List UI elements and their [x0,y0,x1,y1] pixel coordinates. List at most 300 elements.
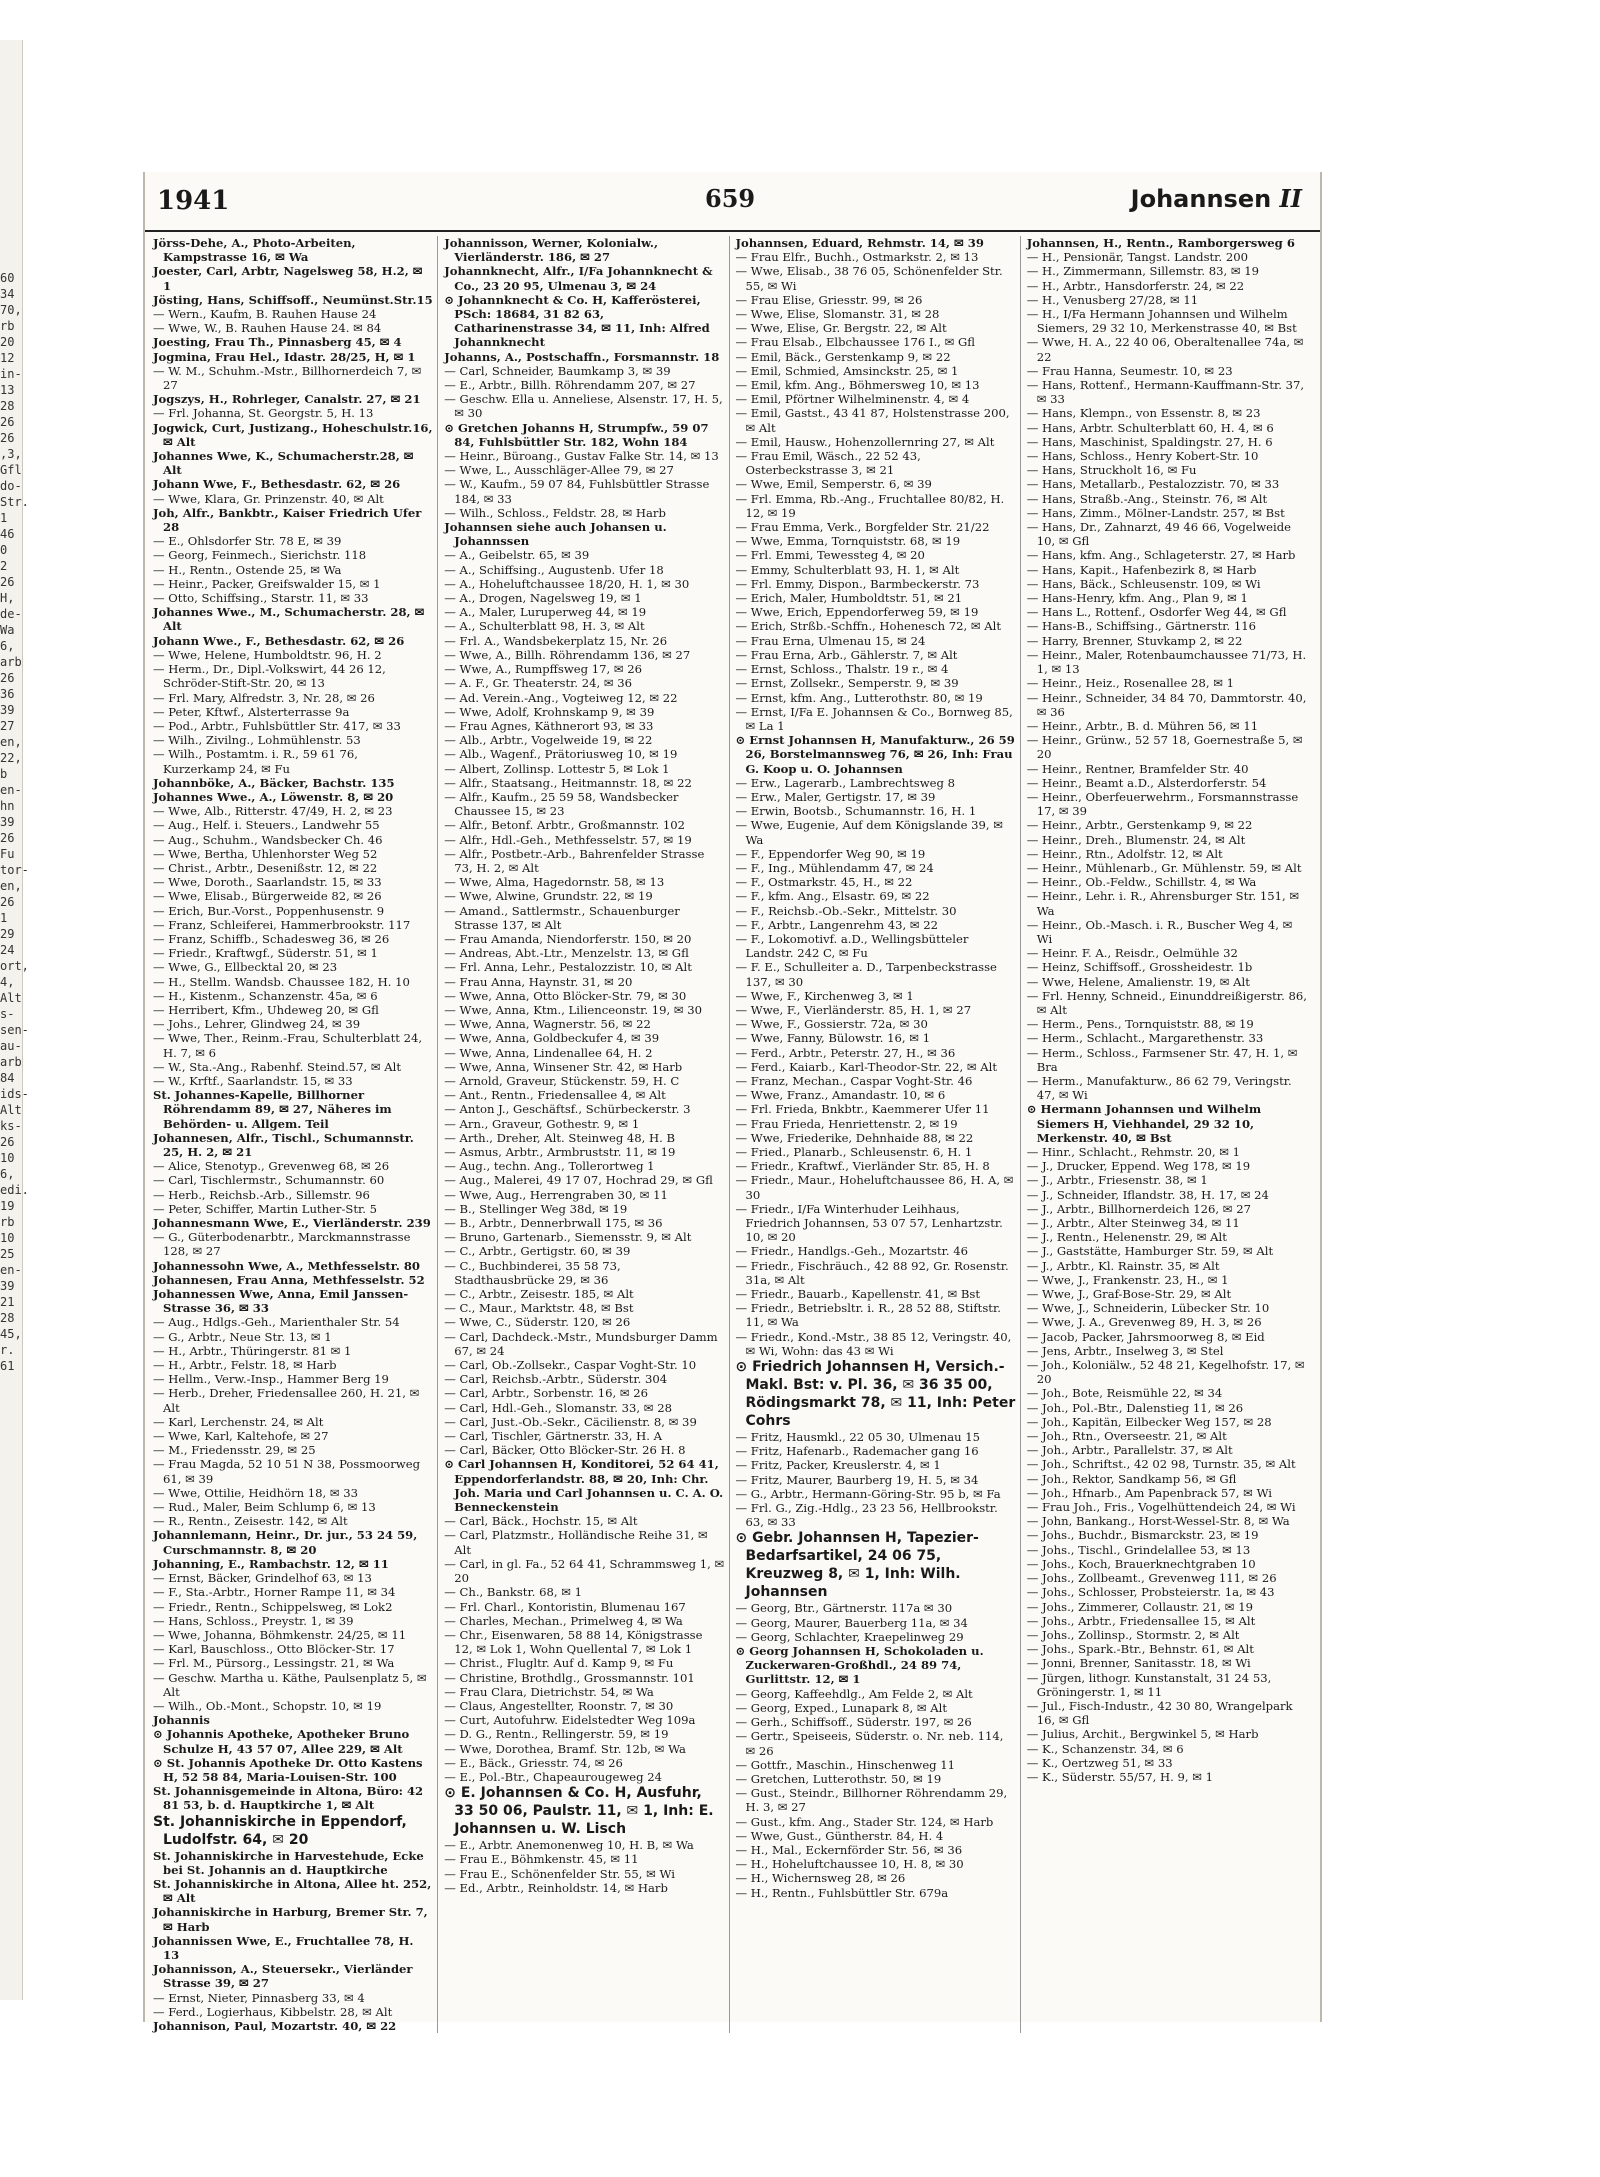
directory-entry: Johannessohn Wwe, A., Methfesselstr. 80 [153,1258,420,1273]
directory-entry: — Gerh., Schiffsoff., Süderstr. 197, ✉ 26 [735,1715,972,1730]
directory-entry: — Wwe, J., Frankenstr. 23, H., ✉ 1 [1026,1272,1229,1287]
directory-entry: — Arth., Dreher, Alt. Steinweg 48, H. B [444,1130,676,1145]
directory-entry: — Friedr., Fischräuch., 42 88 92, Gr. Rosenstr. 31a, ✉ Alt [735,1258,1009,1287]
directory-entry: — Wwe, Aug., Herrengraben 30, ✉ 11 [444,1187,668,1202]
directory-entry: — Herm., Pens., Tornquiststr. 88, ✉ 19 [1026,1017,1254,1032]
directory-entry: — H., Kistenm., Schanzenstr. 45a, ✉ 6 [153,988,378,1003]
directory-entry: — Heinr. F. A., Reisdr., Oelmühle 32 [1026,946,1238,961]
previous-page-fragment: 34 [0,287,15,301]
previous-page-fragment: 20 [0,335,15,349]
previous-page-fragment: 12 [0,351,15,365]
directory-entry: — Wwe, Bertha, Uhlenhorster Weg 52 [153,846,378,861]
directory-entry: St. Johannisgemeinde in Altona, Büro: 42 81 53, b. d. Hauptkirche 1, ✉ Alt [153,1784,424,1813]
directory-entry: — Andreas, Abt.-Ltr., Menzelstr. 13, ✉ Gfl [444,946,689,961]
directory-entry: — Emil, Pförtner Wilhelminenstr. 4, ✉ 4 [735,392,970,407]
directory-entry: — Alfr., Staatsang., Heitmannstr. 18, ✉ 22 [444,775,692,790]
directory-entry: Johann Wwe., F., Bethesdastr. 62, ✉ 26 [153,633,405,648]
directory-entry: ⊙ Georg Johannsen H, Schokoladen u. Zuckerwaren-Großhdl., 24 89 74, Gurlittstr. 12, ✉ 1 [735,1644,984,1687]
directory-entry: — Johs., Zollinsp., Stormstr. 2, ✉ Alt [1026,1627,1240,1642]
directory-entry: — Friedr., Kond.-Mstr., 38 85 12, Veringstr. 40, ✉ Wi, Wohn: das 43 ✉ Wi [735,1329,1012,1358]
directory-entry: — Fried., Planarb., Schleusenstr. 6, H. 1 [735,1145,973,1159]
directory-entry: — Fritz, Hafenarb., Rademacher gang 16 [735,1444,979,1459]
directory-entry: — Amand., Sattlermstr., Schauenburger Strasse 137, ✉ Alt [444,903,680,932]
directory-entry: Johanning, E., Rambachstr. 12, ✉ 11 [153,1556,389,1571]
previous-page-fragment: 28 [0,1311,15,1325]
directory-entry: — E., Arbtr. Anemonenweg 10, H. B, ✉ Wa [444,1838,694,1853]
directory-entry: — F., Ing., Mühlendamm 47, ✉ 24 [735,860,934,875]
directory-entry: — Wwe, Elisab., 38 76 05, Schönenfelder Str. 55, ✉ Wi [735,264,1003,293]
directory-entry: — Frau Emma, Verk., Borgfelder Str. 21/22 [735,520,990,535]
directory-entry: — Frau Frieda, Henriettenstr. 2, ✉ 19 [735,1116,958,1131]
directory-entry: — Joh., Rtn., Overseestr. 21, ✉ Alt [1026,1429,1227,1444]
directory-entry: — Wwe, C., Süderstr. 120, ✉ 26 [444,1315,631,1330]
directory-entry: — Herribert, Kfm., Uhdeweg 20, ✉ Gfl [153,1002,379,1017]
directory-entry: — Friedr., Rentn., Schippelsweg, ✉ Lok2 [153,1599,393,1614]
directory-entry: — C., Maur., Marktstr. 48, ✉ Bst [444,1301,634,1316]
directory-entry: — H., Arbtr., Hansdorferstr. 24, ✉ 22 [1026,278,1245,293]
directory-entry: — Frl. Charl., Kontoristin, Blumenau 167 [444,1599,686,1614]
previous-page-fragment: H, [0,591,15,605]
directory-entry: — Wwe, Anna, Wagnerstr. 56, ✉ 22 [444,1017,651,1032]
previous-page-fragment: 70, [0,303,22,317]
previous-page-fragment: 26 [0,671,15,685]
directory-entry: — Ernst, Bäcker, Grindelhof 63, ✉ 13 [153,1571,372,1586]
directory-entry: — Wwe, Eugenie, Auf dem Königslande 39, ✉ Wa [735,818,1004,847]
directory-entry: — J., Rentn., Helenenstr. 29, ✉ Alt [1026,1230,1227,1245]
directory-entry: — Hans, Bäck., Schleusenstr. 109, ✉ Wi [1026,576,1261,591]
directory-entry: Johannessen Wwe, Anna, Emil Janssen-Strasse 36, ✉ 33 [153,1287,409,1316]
directory-entry: — G., Arbtr., Hermann-Göring-Str. 95 b, ✉ Fa [735,1486,1001,1501]
directory-entry: — Wwe, Friederike, Dehnhaide 88, ✉ 22 [735,1130,974,1145]
directory-entry: — Wwe, G., Ellbecktal 20, ✉ 23 [153,960,338,975]
directory-entry: — Wilh., Schloss., Feldstr. 28, ✉ Harb [444,505,666,520]
directory-entry: — Friedr., Maur., Hoheluftchaussee 86, H. A, ✉ 30 [735,1173,1014,1202]
previous-page-edge [0,40,29,2000]
directory-entry: — Albert, Zollinsp. Lottestr 5, ✉ Lok 1 [444,761,670,776]
directory-entry: — Ad. Verein.-Ang., Vogteiweg 12, ✉ 22 [444,690,678,705]
directory-entry: — Christ., Flugltr. Auf d. Kamp 9, ✉ Fu [444,1656,674,1671]
directory-entry: ⊙ Johannis Apotheke, Apotheker Bruno Schulze H, 43 57 07, Allee 229, ✉ Alt [153,1727,410,1756]
directory-entry: — Aug., Schuhm., Wandsbecker Ch. 46 [153,832,383,847]
previous-page-fragment: 45, [0,1327,22,1341]
header-section: II [1279,184,1302,213]
previous-page-fragment: rb [0,319,15,333]
directory-entry: Johannis [153,1713,210,1728]
previous-page-fragment: en- [0,783,22,797]
directory-page [143,172,1322,2033]
directory-entry: — H., Venusberg 27/28, ✉ 11 [1026,292,1199,307]
directory-entry: Johanns, A., Postschaffn., Forsmannstr. 18 [444,349,720,364]
previous-page-fragment: Alt [0,1103,22,1117]
previous-page-fragment: 10 [0,1151,15,1165]
directory-entry: — H., Pensionär, Tangst. Landstr. 200 [1026,250,1248,265]
directory-entry: — Heinr., Arbtr., B. d. Mühren 56, ✉ 11 [1026,718,1259,733]
directory-entry: Johannisson, Werner, Kolonialw., Vierländerstr. 186, ✉ 27 [444,236,658,265]
directory-entry: — Wwe, F., Vierländerstr. 85, H. 1, ✉ 27 [735,1002,972,1017]
directory-entry: — Emil, Gastst., 43 41 87, Holstenstrasse 200, ✉ Alt [735,406,1010,435]
previous-page-fragment: 39 [0,1279,15,1293]
directory-entry: — Alice, Stenotyp., Grevenweg 68, ✉ 26 [153,1159,390,1174]
directory-entry: — Karl, Lerchenstr. 24, ✉ Alt [153,1414,324,1429]
directory-entry: — Wwe, Ottilie, Heidhörn 18, ✉ 33 [153,1485,359,1500]
directory-entry: — Carl, Schneider, Baumkamp 3, ✉ 39 [444,363,671,378]
directory-entry: — W. M., Schuhm.-Mstr., Billhornerdeich 7, ✉ 27 [153,363,422,393]
previous-page-fragments [0,270,29,1374]
directory-entry: — Frl. Frieda, Bnkbtr., Kaemmerer Ufer 11 [735,1102,990,1117]
previous-page-fragment: au- [0,1039,22,1053]
directory-entry: — Wwe, Elise, Gr. Bergstr. 22, ✉ Alt [735,321,947,336]
directory-entry: — Wwe, Anna, Ktm., Lilienceonstr. 19, ✉ 30 [444,1002,703,1017]
directory-entry: — Claus, Angestellter, Roonstr. 7, ✉ 30 [444,1698,674,1713]
directory-entry: Johannesen, Alfr., Tischl., Schumannstr. 25, H. 2, ✉ 21 [153,1130,414,1159]
directory-entry: — Heinr., Ob.-Masch. i. R., Buscher Weg 4, ✉ Wi [1026,917,1293,946]
directory-entry: — Joh., Hfnarb., Am Papenbrack 57, ✉ Wi [1026,1485,1272,1500]
directory-entry: — Johs., Koch, Brauerknechtgraben 10 [1026,1556,1256,1571]
directory-entry: — F., Arbtr., Langenrehm 43, ✉ 22 [735,917,939,932]
directory-entry: — Wwe, Fanny, Bülowstr. 16, ✉ 1 [735,1031,931,1046]
directory-entry: — Joh., Koloniälw., 52 48 21, Kegelhofstr. 17, ✉ 20 [1026,1358,1305,1387]
directory-entry: — Arnold, Graveur, Stückenstr. 59, H. C [444,1073,680,1088]
previous-page-fragment: 22, [0,751,22,765]
previous-page-fragment: Str. [0,495,29,509]
directory-entry: — Wilh., Zivilng., Lohmühlenstr. 53 [153,733,361,748]
directory-entry: — Heinr., Mühlenarb., Gr. Mühlenstr. 59, ✉ Alt [1026,860,1302,875]
directory-entry: — F., Eppendorfer Weg 90, ✉ 19 [735,846,926,861]
directory-entry: — Wwe, Franz., Amandastr. 10, ✉ 6 [735,1088,946,1103]
directory-entry: Joester, Carl, Arbtr, Nagelsweg 58, H.2, ✉ 1 [153,264,423,293]
directory-entry: — Frau Anna, Haynstr. 31, ✉ 20 [444,974,633,989]
directory-entry: — Ant., Rentn., Friedensallee 4, ✉ Alt [444,1088,666,1103]
directory-entry: — Emil, Schmied, Amsinckstr. 25, ✉ 1 [735,363,959,378]
directory-entry: — Wwe, Emma, Tornquiststr. 68, ✉ 19 [735,534,961,549]
directory-entry: — Jonni, Brenner, Sanitasstr. 18, ✉ Wi [1026,1656,1251,1671]
directory-entry: — Hans, Arbtr. Schulterblatt 60, H. 4, ✉ 6 [1026,420,1274,435]
directory-entry: — Friedr., Kraftwgf., Süderstr. 51, ✉ 1 [153,946,378,961]
directory-entry: — Wwe, Klara, Gr. Prinzenstr. 40, ✉ Alt [153,491,384,506]
directory-entry: Johannsen, Eduard, Rehmstr. 14, ✉ 39 [735,236,984,250]
directory-entry: — Heinr., Maler, Rotenbaumchaussee 71/73, H. 1, ✉ 13 [1026,647,1307,677]
directory-entry: Joh, Alfr., Bankbtr., Kaiser Friedrich Ufer 28 [153,505,422,535]
directory-entry: — Carl, Platzmstr., Holländische Reihe 31, ✉ Alt [444,1528,708,1557]
directory-entry: Johanniskirche in Harburg, Bremer Str. 7, ✉ Harb [153,1905,428,1934]
directory-entry: — Johs., Zimmerer, Collaustr. 21, ✉ 19 [1026,1599,1253,1614]
directory-entry: — Joh., Rektor, Sandkamp 56, ✉ Gfl [1026,1471,1237,1486]
directory-entry: — Heinr., Oberfeuerwehrm., Forsmannstrasse 17, ✉ 39 [1026,789,1299,819]
directory-entry: — J., Drucker, Eppend. Weg 178, ✉ 19 [1026,1159,1251,1174]
directory-entry: — Heinr., Rentner, Bramfelder Str. 40 [1026,761,1249,776]
directory-entry: — Herm., Manufakturw., 86 62 79, Veringstr. 47, ✉ Wi [1026,1073,1292,1103]
directory-entry: — Wwe, Elise, Slomanstr. 31, ✉ 28 [735,307,940,322]
directory-entry: — F. E., Schulleiter a. D., Tarpenbeckstrasse 137, ✉ 30 [735,960,997,989]
directory-entry: — Aug., techn. Ang., Tollerortweg 1 [444,1159,655,1174]
directory-entry: — Carl, Bäcker, Otto Blöcker-Str. 26 H. 8 [444,1443,686,1458]
directory-entry: — A., Geibelstr. 65, ✉ 39 [444,548,590,563]
directory-entry: — Joh., Pol.-Btr., Dalenstieg 11, ✉ 26 [1026,1400,1244,1415]
previous-page-fragment: 6, [0,639,15,653]
directory-entry: — Johs., Buchdr., Bismarckstr. 23, ✉ 19 [1026,1528,1259,1543]
directory-entry: — Wwe, Anna, Otto Blöcker-Str. 79, ✉ 30 [444,988,687,1003]
directory-entry: — Emil, Hausw., Hohenzollernring 27, ✉ Alt [735,434,995,449]
directory-entry: — Frau Elsab., Elbchaussee 176 I., ✉ Gfl [735,335,976,350]
directory-entry: — Jul., Fisch-Industr., 42 30 80, Wrangelpark 16, ✉ Gfl [1026,1698,1293,1728]
directory-entry: St. Johanniskirche in Eppendorf, Ludolfstr. 64, ✉ 20 [153,1813,407,1848]
directory-entry: — H., Zimmermann, Sillemstr. 83, ✉ 19 [1026,264,1260,279]
previous-page-fragment: r. [0,1343,15,1357]
directory-entry: — J., Arbtr., Alter Steinweg 34, ✉ 11 [1026,1216,1240,1231]
directory-entry: — J., Arbtr., Friesenstr. 38, ✉ 1 [1026,1173,1208,1188]
directory-entry: — Franz, Schleiferei, Hammerbrookstr. 117 [153,917,411,932]
directory-entry: — Frau Amanda, Niendorferstr. 150, ✉ 20 [444,931,692,946]
previous-page-fragment: de- [0,607,22,621]
directory-entry: — Wwe, Doroth., Saarlandstr. 15, ✉ 33 [153,875,382,890]
directory-entry: — Jürgen, lithogr. Kunstanstalt, 31 24 53, Gröningerstr. 1, ✉ 11 [1026,1670,1272,1699]
previous-page-fragment: en- [0,1263,22,1277]
directory-entry: Johannisson, A., Steuersekr., Vierländer Strasse 39, ✉ 27 [153,1962,413,1991]
directory-entry: — Franz, Schiffb., Schadesweg 36, ✉ 26 [153,931,390,946]
directory-entry: — A., Schiffsing., Augustenb. Ufer 18 [444,562,664,577]
directory-entry: — Alfr., Kaufm., 25 59 58, Wandsbecker Chaussee 15, ✉ 23 [444,789,679,819]
directory-entry: — Carl, Tischler, Gärtnerstr. 33, H. A [444,1429,662,1444]
directory-entry: — H., Stellm. Wandsb. Chaussee 182, H. 10 [153,974,410,989]
directory-entry: — Peter, Schiffer, Martin Luther-Str. 5 [153,1201,377,1216]
directory-entry: — Carl, Dachdeck.-Mstr., Mundsburger Damm 67, ✉ 24 [444,1329,718,1358]
directory-entry: Johannes Wwe, K., Schumacherstr.28, ✉ Alt [153,449,414,478]
directory-entry: — Wwe, Ther., Reinm.-Frau, Schulterblatt 24, H. 7, ✉ 6 [153,1031,423,1060]
directory-entry: — Heinr., Dreh., Blumenstr. 24, ✉ Alt [1026,832,1246,847]
directory-entry: — Hans, Maschinist, Spaldingstr. 27, H. 6 [1026,434,1273,449]
directory-entry: — Friedr., Betriebsltr. i. R., 28 52 88, Stiftstr. 11, ✉ Wa [735,1301,1001,1330]
directory-entry: — A., Hoheluftchaussee 18/20, H. 1, ✉ 30 [444,576,690,591]
directory-entry: — Frau E., Schönenfelder Str. 55, ✉ Wi [444,1866,675,1881]
directory-entry: — Wwe, Gust., Güntherstr. 84, H. 4 [735,1828,944,1843]
directory-entry: — Otto, Schiffsing., Starstr. 11, ✉ 33 [153,591,369,606]
previous-page-fragment: 28 [0,399,15,413]
directory-entry: — Johs., Zollbeamt., Grevenweg 111, ✉ 26 [1026,1571,1277,1586]
column-4 [1027,236,1312,2033]
directory-entry: — Wwe, Alwine, Grundstr. 22, ✉ 19 [444,889,653,904]
directory-entry: — J., Arbtr., Kl. Rainstr. 35, ✉ Alt [1026,1258,1220,1273]
previous-page-fragment: en, [0,735,22,749]
previous-page-fragment: 46 [0,527,15,541]
previous-page-fragment: 10 [0,1231,15,1245]
directory-entry: — Geschw. Ella u. Anneliese, Alsenstr. 17, H. 5, ✉ 30 [444,392,723,421]
directory-entry: — K., Oertzweg 51, ✉ 33 [1026,1755,1173,1770]
directory-entry: — J., Arbtr., Billhornerdeich 126, ✉ 27 [1026,1201,1251,1216]
directory-entry: — Curt, Autofuhrw. Eidelstedter Weg 109a [444,1713,696,1728]
directory-entry: — H., Arbtr., Thüringerstr. 81 ✉ 1 [153,1343,352,1358]
directory-entry: — Herm., Schloss., Farmsener Str. 47, H. 1, ✉ Bra [1026,1045,1298,1074]
previous-page-fragment: 21 [0,1295,15,1309]
directory-entry: — Wwe, Anna, Goldbeckufer 4, ✉ 39 [444,1031,660,1046]
previous-page-fragment: 36 [0,687,15,701]
directory-entry: — Frau Hanna, Seumestr. 10, ✉ 23 [1026,363,1233,378]
directory-entry: — Asmus, Arbtr., Armbruststr. 11, ✉ 19 [444,1145,676,1159]
directory-entry: — Alfr., Hdl.-Geh., Methfesselstr. 57, ✉ 19 [444,832,692,847]
directory-entry: — Arn., Graveur, Gothestr. 9, ✉ 1 [444,1116,640,1131]
directory-entry: — Rud., Maler, Beim Schlump 6, ✉ 13 [153,1500,376,1515]
directory-entry: — Georg, Schlachter, Kraepelinweg 29 [735,1629,964,1644]
directory-entry: — Joh., Bote, Reismühle 22, ✉ 34 [1026,1386,1223,1401]
directory-entry: — Heinr., Lehr. i. R., Ahrensburger Str. 151, ✉ Wa [1026,889,1300,918]
directory-entry: — Carl, in gl. Fa., 52 64 41, Schrammsweg 1, ✉ 20 [444,1556,725,1586]
directory-entry: — H., Hoheluftchaussee 10, H. 8, ✉ 30 [735,1857,964,1872]
directory-entry: — Wwe, Helene, Amalienstr. 19, ✉ Alt [1026,974,1250,989]
directory-entry: — Aug., Helf. i. Steuers., Landwehr 55 [153,818,380,833]
directory-entry: — J., Gaststätte, Hamburger Str. 59, ✉ Alt [1026,1244,1274,1259]
directory-entry: — Johs., Spark.-Btr., Behnstr. 61, ✉ Alt [1026,1642,1254,1657]
previous-page-fragment: Fu [0,847,15,861]
directory-entry: — Wilh., Ob.-Mont., Schopstr. 10, ✉ 19 [153,1698,382,1713]
previous-page-fragment: edi. [0,1183,29,1197]
directory-entry: — Joh., Arbtr., Parallelstr. 37, ✉ Alt [1026,1443,1233,1458]
directory-entry: — Carl, Tischlermstr., Schumannstr. 60 [153,1173,385,1188]
previous-page-fragment: 26 [0,895,15,909]
previous-page-fragment: 29 [0,927,15,941]
directory-entry: — Friedr., Bauarb., Kapellenstr. 41, ✉ Bst [735,1287,981,1302]
previous-page-fragment: 26 [0,431,15,445]
directory-entry: — Heinr., Büroang., Gustav Falke Str. 14, ✉ 13 [444,449,719,464]
directory-entry: — Wwe, Adolf, Krohnskamp 9, ✉ 39 [444,704,655,719]
directory-entry: — A. F., Gr. Theaterstr. 24, ✉ 36 [444,676,633,691]
directory-entry: — Frau Erna, Arb., Gählerstr. 7, ✉ Alt [735,647,958,662]
directory-entry: Jogwick, Curt, Justizang., Hoheschulstr.16, ✉ Alt [153,420,433,449]
directory-entry: — F., kfm. Ang., Elsastr. 69, ✉ 22 [735,889,930,904]
directory-entry: — Joh., Kapitän, Eilbecker Weg 157, ✉ 28 [1026,1414,1272,1429]
directory-entry: — Bruno, Gartenarb., Siemensstr. 9, ✉ Alt [444,1230,692,1245]
directory-entry: — Ch., Bankstr. 68, ✉ 1 [444,1585,582,1600]
previous-page-fragment: ort, [0,959,29,973]
directory-entry: — Ernst, I/Fa E. Johannsen & Co., Bornweg 85, ✉ La 1 [735,704,1013,733]
directory-entry: Joesting, Frau Th., Pinnasberg 45, ✉ 4 [153,335,402,350]
directory-entry: — Johs., Tischl., Grindelallee 53, ✉ 13 [1026,1542,1251,1557]
directory-entry: — Heinr., Packer, Greifswalder 15, ✉ 1 [153,576,381,591]
directory-entry: — Wwe, L., Ausschläger-Allee 79, ✉ 27 [444,463,674,478]
directory-entry: — Wern., Kaufm, B. Rauhen Hause 24 [153,307,377,322]
previous-page-fragment: ids- [0,1087,29,1101]
directory-entry: — Christ., Arbtr., Desenißstr. 12, ✉ 22 [153,860,378,875]
directory-entry: — Gust., Steindr., Billhorner Röhrendamm 29, H. 3, ✉ 27 [735,1786,1008,1815]
previous-page-fragment: 1 [0,911,8,925]
directory-entry: — E., Ohlsdorfer Str. 78 E, ✉ 39 [153,534,342,549]
directory-entry: ⊙ Ernst Johannsen H, Manufakturw., 26 59 26, Borstelmannsweg 76, ✉ 26, Inh: Frau G. Koop u. O. Johannsen [735,733,1015,776]
directory-entry: — Herm., Dr., Dipl.-Volkswirt, 44 26 12, Schröder-Stift-Str. 20, ✉ 13 [153,662,386,691]
directory-entry: — Wwe, Helene, Humboldtstr. 96, H. 2 [153,647,382,662]
directory-entry: — Wwe, Anna, Winsener Str. 42, ✉ Harb [444,1059,683,1074]
directory-entry: — Frl. Anna, Lehr., Pestalozzistr. 10, ✉ Alt [444,960,692,975]
directory-entry: — Alfr., Postbetr.-Arb., Bahrenfelder Strasse 73, H. 2, ✉ Alt [444,846,705,875]
directory-entry: — Emil, kfm. Ang., Böhmersweg 10, ✉ 13 [735,378,980,393]
previous-page-fragment: arb [0,655,22,669]
directory-entry: — Wwe, A., Rumpffsweg 17, ✉ 26 [444,662,642,677]
directory-entry: — Christine, Brothdlg., Grossmannstr. 101 [444,1670,695,1685]
directory-entry: — H., Arbtr., Felstr. 18, ✉ Harb [153,1358,337,1373]
directory-entry: — Friedr., I/Fa Winterhuder Leihhaus, Friedrich Johannsen, 53 07 57, Lenhartzstr. 10, ✉ 20 [735,1201,1003,1245]
directory-entry: — Frau Emil, Wäsch., 22 52 43, Osterbeckstrasse 3, ✉ 21 [735,449,921,478]
directory-entry: Johannlemann, Heinr., Dr. jur., 53 24 59, Curschmannstr. 8, ✉ 20 [153,1528,418,1557]
previous-page-fragment: Wa [0,623,15,637]
directory-entry: — Wwe, Anna, Lindenallee 64, H. 2 [444,1045,653,1060]
directory-entry: — W., Sta.-Ang., Rabenhf. Steind.57, ✉ Alt [153,1059,402,1074]
directory-entry: — Wwe, Johanna, Böhmkenstr. 24/25, ✉ 11 [153,1627,407,1642]
directory-entry: — Alb., Wagenf., Prätoriusweg 10, ✉ 19 [444,747,678,762]
directory-entry: — Ernst, Zollsekr., Semperstr. 9, ✉ 39 [735,676,959,691]
directory-entry: — B., Stellinger Weg 38d, ✉ 19 [444,1201,628,1216]
directory-entry: — H., I/Fa Hermann Johannsen und Wilhelm Siemers, 29 32 10, Merkenstrasse 40, ✉ Bst [1026,307,1297,336]
directory-entry: — Carl, Arbtr., Sorbenstr. 16, ✉ 26 [444,1386,648,1401]
directory-entry: — Heinr., Arbtr., Gerstenkamp 9, ✉ 22 [1026,818,1253,833]
previous-page-fragment: s- [0,1007,15,1021]
directory-entry: — Hans, Schloss., Preystr. 1, ✉ 39 [153,1613,354,1628]
directory-entry: — Friedr., Handlgs.-Geh., Mozartstr. 46 [735,1244,968,1259]
directory-entry: — Frl. G., Zig.-Hdlg., 23 23 56, Hellbrookstr. 63, ✉ 33 [735,1501,998,1530]
directory-entry: — Herb., Dreher, Friedensallee 260, H. 21, ✉ Alt [153,1386,420,1415]
directory-entry: ⊙ Gretchen Johanns H, Strumpfw., 59 07 84, Fuhlsbüttler Str. 182, Wohn 184 [444,420,709,449]
directory-entry: — Frl. Mary, Alfredstr. 3, Nr. 28, ✉ 26 [153,690,375,705]
directory-entry: — Wwe, Alma, Hagedornstr. 58, ✉ 13 [444,875,665,890]
directory-entry: — Hans, Schloss., Henry Kobert-Str. 10 [1026,449,1259,464]
directory-entry: — Wwe, J. A., Grevenweg 89, H. 3, ✉ 26 [1026,1315,1262,1330]
directory-entry: — Franz, Mechan., Caspar Voght-Str. 46 [735,1073,973,1088]
directory-entry: — Wwe, Alb., Ritterstr. 47/49, H. 2, ✉ 23 [153,804,393,819]
directory-entry: — Carl, Reichsb.-Arbtr., Süderstr. 304 [444,1372,668,1387]
directory-entry: ⊙ Friedrich Johannsen H, Versich.-Makl. Bst: v. Pl. 36, ✉ 36 35 00, Rödingsmarkt 78, ✉ 11, Inh: Peter Cohrs [735,1359,1016,1430]
directory-entry: — John, Bankang., Horst-Wessel-Str. 8, ✉ Wa [1026,1514,1290,1529]
previous-page-fragment: 24 [0,943,15,957]
previous-page-fragment: 6, [0,1167,15,1181]
previous-page-fragment: Gfl [0,463,22,477]
directory-entry: — Herm., Schlacht., Margarethenstr. 33 [1026,1031,1264,1046]
directory-entry: Johannesmann Wwe, E., Vierländerstr. 239 [153,1216,431,1231]
previous-page-fragment: ks- [0,1119,22,1133]
directory-entry: — Wwe, A., Billh. Röhrendamm 136, ✉ 27 [444,647,691,662]
directory-entry: — Wwe, H. A., 22 40 06, Oberaltenallee 74a, ✉ 22 [1026,335,1304,364]
directory-entry: — Wwe, Dorothea, Bramf. Str. 12b, ✉ Wa [444,1741,686,1756]
directory-entry: — Frl. A., Wandsbekerplatz 15, Nr. 26 [444,633,668,648]
previous-page-fragment: arb [0,1055,22,1069]
directory-entry: ⊙ Hermann Johannsen und Wilhelm Siemers H, Viehhandel, 29 32 10, Merkenstr. 40, ✉ Bst [1026,1102,1262,1145]
directory-entry: — Carl, Just.-Ob.-Sekr., Cäcilienstr. 8, ✉ 39 [444,1414,697,1429]
directory-entry: — Frau Agnes, Käthnerort 93, ✉ 33 [444,718,654,733]
column-3 [736,236,1021,2033]
directory-entry: — Heinr., Grünw., 52 57 18, Goernestraße 5, ✉ 20 [1026,733,1303,762]
directory-entry: — Wwe, F., Kirchenweg 3, ✉ 1 [735,988,914,1003]
previous-page-fragment: 13 [0,383,15,397]
directory-entry: — Wwe, Erich, Eppendorferweg 59, ✉ 19 [735,605,979,620]
directory-entry: ⊙ Johannknecht & Co. H, Kafferösterei, PSch: 18684, 31 82 63, Catharinenstrasse 34, ✉ 11, Inh: Alfred Johannknecht [444,292,710,350]
directory-entry: — Frl. Emmy, Dispon., Barmbeckerstr. 73 [735,576,980,591]
directory-entry: — Chr., Eisenwaren, 58 88 14, Königstrasse 12, ✉ Lok 1, Wohn Quellental 7, ✉ Lok 1 [444,1627,703,1657]
directory-entry: Johannes Wwe., A., Löwenstr. 8, ✉ 20 [153,789,394,804]
directory-entry: — Hans, Metallarb., Pestalozzistr. 70, ✉ 33 [1026,477,1280,492]
directory-entry: — D. G., Rentn., Rellingerstr. 59, ✉ 19 [444,1727,669,1742]
directory-entry: — Hans, Struckholt 16, ✉ Fu [1026,463,1197,478]
directory-entry: — Emil, Bäck., Gerstenkamp 9, ✉ 22 [735,349,951,364]
previous-page-fragment: 25 [0,1247,15,1261]
directory-entry: — Ernst, Schloss., Thalstr. 19 r., ✉ 4 [735,662,949,677]
directory-entry: — Hans L., Rottenf., Osdorfer Weg 44, ✉ Gfl [1026,605,1287,620]
directory-entry: — Erwin, Bootsb., Schumannstr. 16, H. 1 [735,804,977,819]
directory-entry: — Wwe, Karl, Kaltehofe, ✉ 27 [153,1429,329,1444]
directory-entry: — Johs., Arbtr., Friedensallee 15, ✉ Alt [1026,1613,1256,1628]
directory-entry: — Wwe, W., B. Rauhen Hause 24. ✉ 84 [153,321,382,336]
column-1 [153,236,438,2033]
directory-entry: — Ferd., Arbtr., Peterstr. 27, H., ✉ 36 [735,1045,956,1060]
directory-entry: — Hans, Dr., Zahnarzt, 49 46 66, Vogelweide 10, ✉ Gfl [1026,520,1292,549]
previous-page-fragment: 27 [0,719,15,733]
directory-entry: St. Johanniskirche in Altona, Allee ht. 252, ✉ Alt [153,1876,432,1906]
directory-entry: — Ed., Arbtr., Reinholdstr. 14, ✉ Harb [444,1880,668,1895]
directory-entry: — Heinr., Ob.-Feldw., Schillstr. 4, ✉ Wa [1026,875,1257,890]
